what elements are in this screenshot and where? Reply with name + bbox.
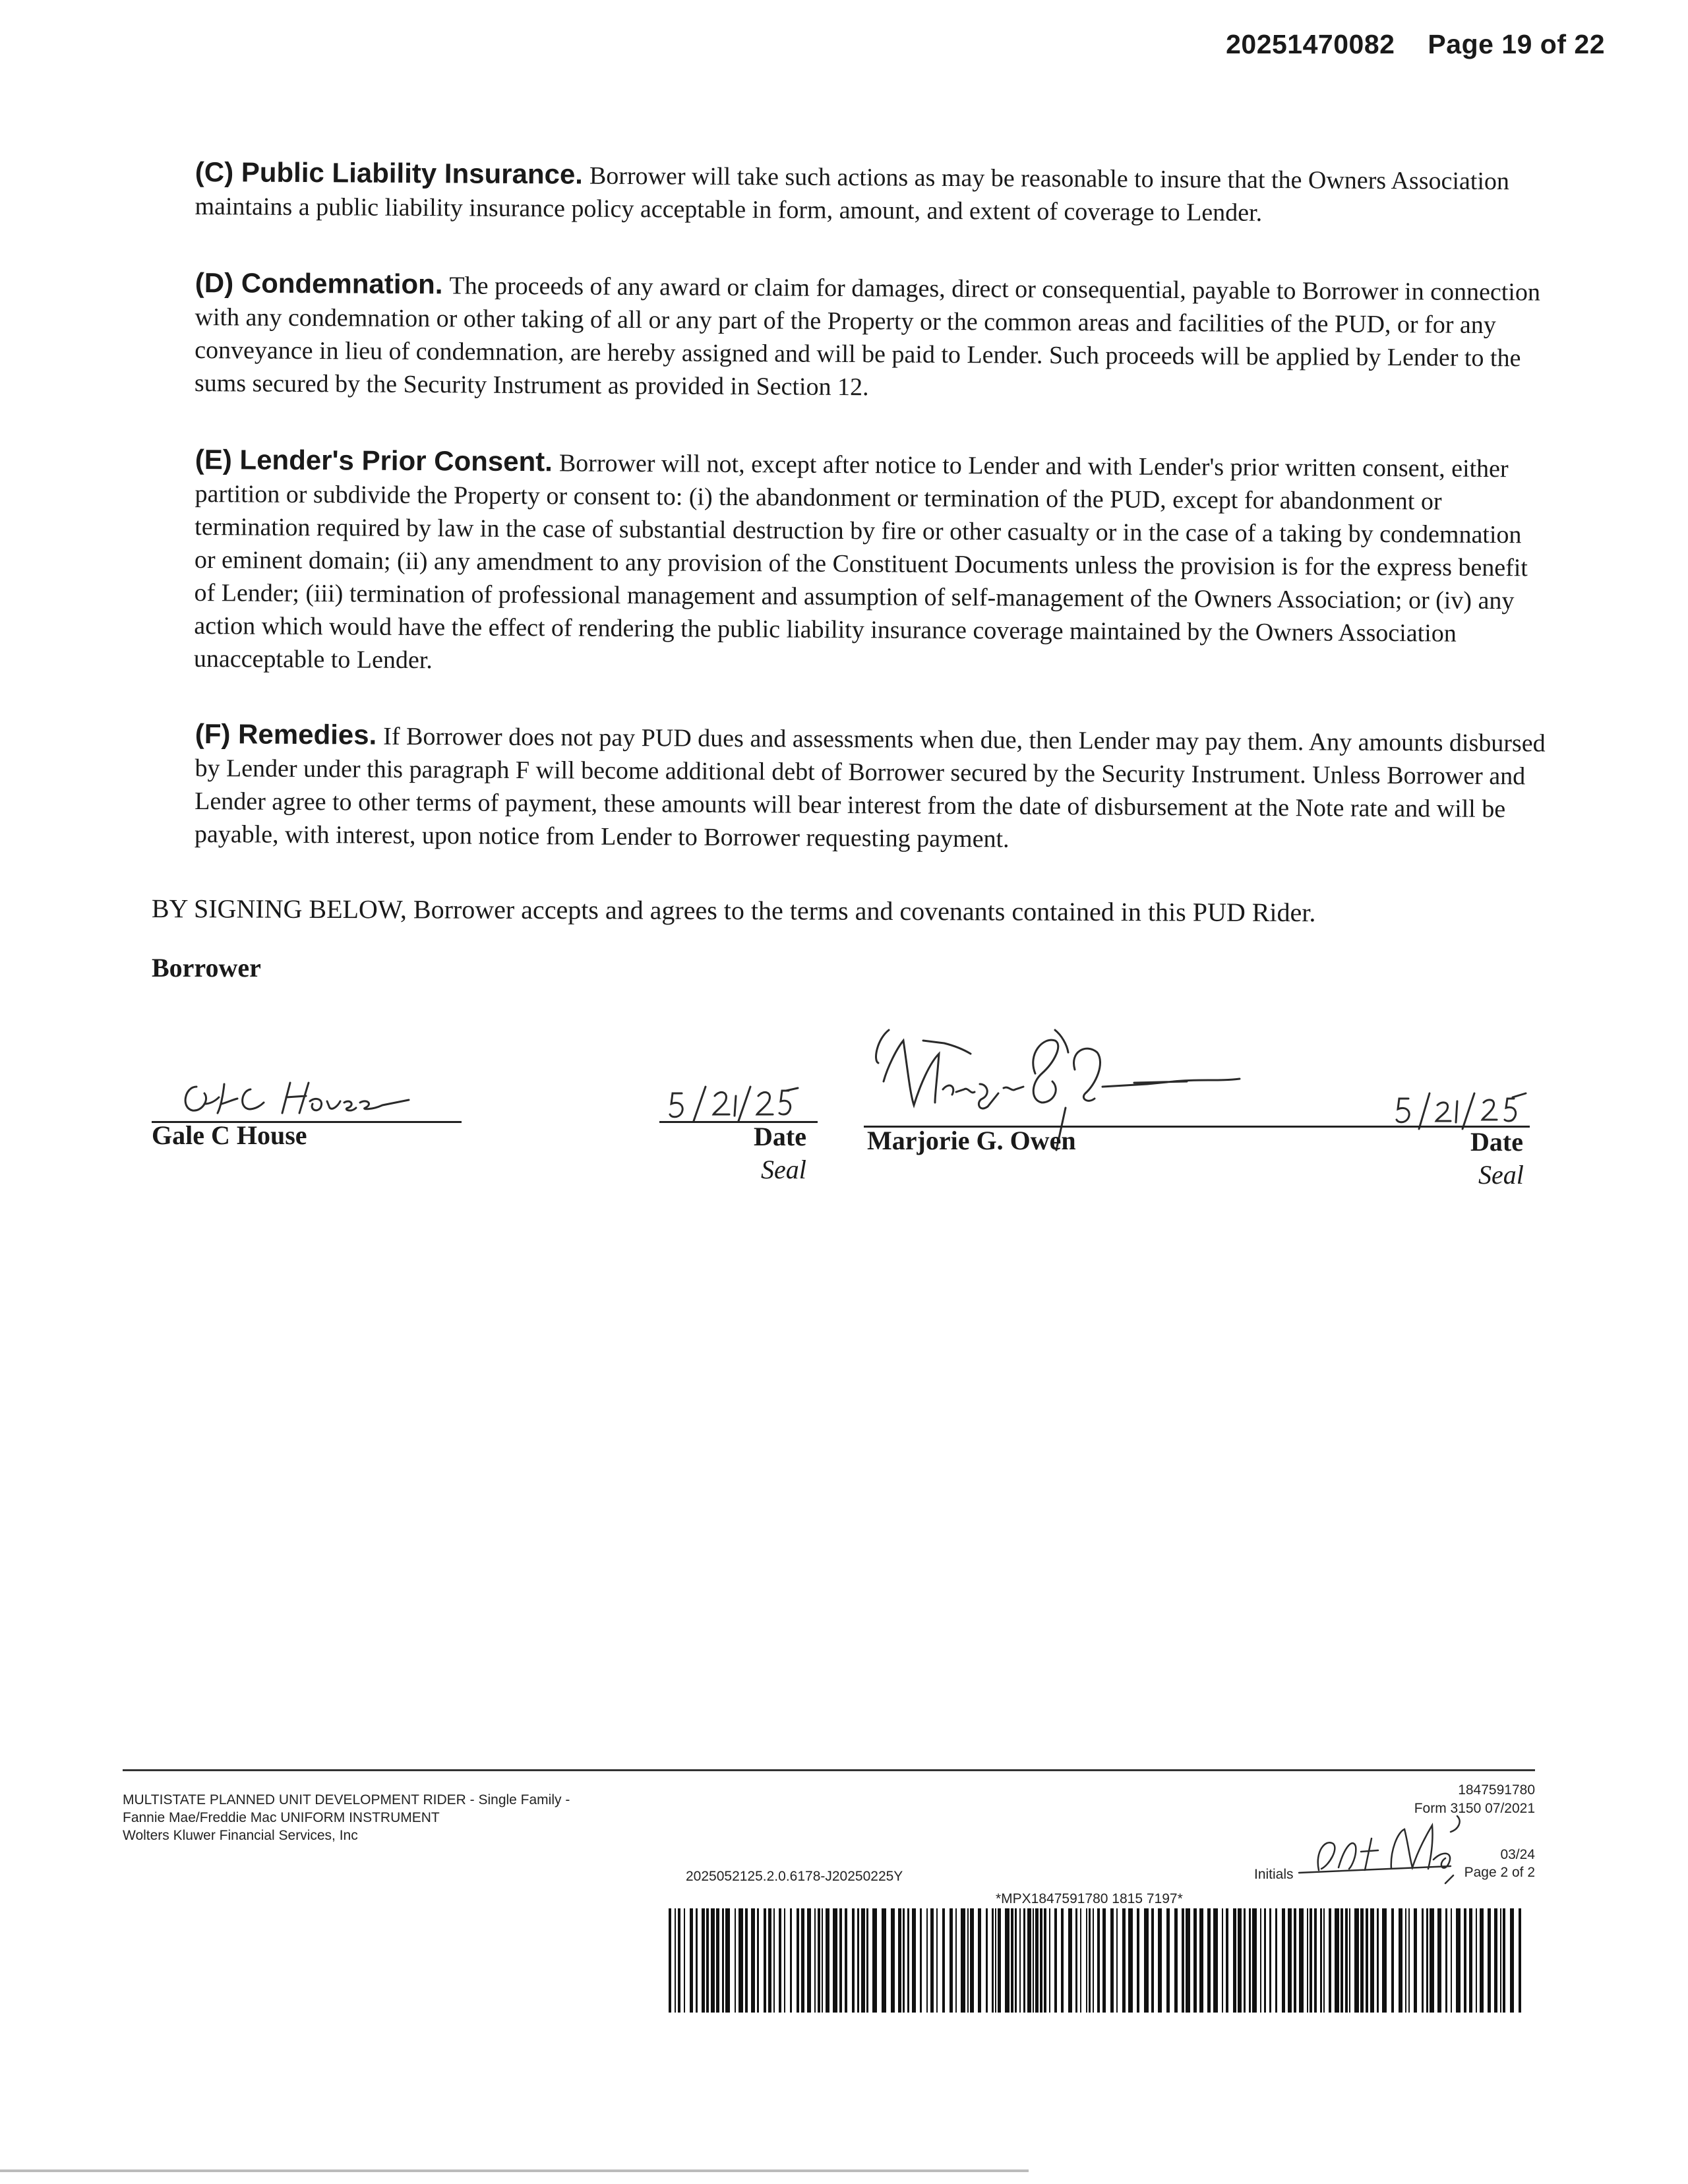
barcode-bar: [1341, 1908, 1343, 2013]
barcode-bar: [822, 1908, 823, 2013]
barcode-bar: [872, 1908, 877, 2013]
barcode-bar: [768, 1908, 771, 2013]
barcode-bar: [1299, 1908, 1304, 2013]
barcode-bar: [1260, 1908, 1261, 2013]
page-header: [1226, 29, 1605, 60]
barcode-bar: [1116, 1908, 1118, 2013]
barcode-bar: [1049, 1908, 1050, 2013]
section-text: Borrower will take such actions as may be reasonable to insure that the Owners Association maintains a public liability insurance policy acceptable in form, amount, and extent of coverage to Lender.: [195, 162, 1510, 227]
barcode-bar: [1370, 1908, 1374, 2013]
section-text: If Borrower does not pay PUD dues and assessments when due, then Lender may pay them. Any amounts disbursed by Lender under this paragraph F will become additional debt of Borrower secured by the Security Instrument. Unless Borrower and Lender agree to other terms of payment, these amounts will bear interest from the date of disbursement at the Note rate and will be payable, with interest, upon notice from Lender to Borrower requesting payment.: [194, 722, 1546, 853]
barcode-bar: [903, 1908, 905, 2013]
signature-marjorie-g-owen: [857, 1021, 1292, 1205]
document-code: 2025052125.2.0.6178-J20250225Y: [686, 1869, 903, 1884]
barcode-bar: [1207, 1908, 1211, 2013]
barcode-bar: [1288, 1908, 1292, 2013]
barcode-bar: [1414, 1908, 1417, 2013]
barcode-bar: [1335, 1908, 1339, 2013]
footer-page: Page 2 of 2: [1464, 1865, 1535, 1880]
barcode-bar: [926, 1908, 928, 2013]
barcode-bar: [967, 1908, 969, 2013]
barcode-bar: [814, 1908, 816, 2013]
barcode-bar: [1282, 1908, 1285, 2013]
document-number: 20251470082: [1226, 29, 1395, 59]
barcode-bar: [1323, 1908, 1325, 2013]
barcode-bar: [1405, 1908, 1406, 2013]
barcode-bar: [1503, 1908, 1505, 2013]
barcode-bar: [690, 1908, 693, 2013]
barcode-bar: [1252, 1908, 1257, 2013]
barcode-bar: [1027, 1908, 1031, 2013]
barcode-bar: [1137, 1908, 1139, 2013]
barcode-bar: [1249, 1908, 1251, 2013]
page-number: Page 19 of 22: [1428, 29, 1605, 59]
signer-name: Gale C House: [152, 1120, 307, 1150]
barcode-bar: [757, 1908, 759, 2013]
section-text: The proceeds of any award or claim for damages, direct or consequential, payable to Borrower in connection with any condemnation or other taking of all or any part of the Property or the common areas and facilities of the PUD, or for any conveyance in lieu of condemnation, are hereby assigned and will be paid to Lender. Such proceeds will be applied by Lender to the sums secured by the Security Instrument as provided in Section 12.: [194, 272, 1541, 402]
barcode-bar: [1494, 1908, 1497, 2013]
barcode-bar: [1186, 1908, 1190, 2013]
barcode-bar: [1391, 1908, 1394, 2013]
barcode-bar: [882, 1908, 886, 2013]
barcode-bar: [1102, 1908, 1106, 2013]
barcode-bar: [1033, 1908, 1034, 2013]
barcode-bar: [1019, 1908, 1021, 2013]
barcode-bar: [930, 1908, 934, 2013]
barcode-bar: [1445, 1908, 1447, 2013]
barcode-bar: [725, 1908, 730, 2013]
barcode-bar: [722, 1908, 724, 2013]
barcode-bar: [1075, 1908, 1077, 2013]
section-condemnation: [195, 266, 1547, 408]
barcode-bar: [1464, 1908, 1466, 2013]
barcode-bar: [1476, 1908, 1477, 2013]
barcode-bar: [1320, 1908, 1322, 2013]
barcode-bar: [1068, 1908, 1072, 2013]
section-lenders-prior-consent: [194, 443, 1547, 684]
barcode-bar: [912, 1908, 916, 2013]
barcode-bar: [1128, 1908, 1133, 2013]
barcode-bar: [936, 1908, 938, 2013]
barcode-bar: [779, 1908, 781, 2013]
barcode-bar: [1399, 1908, 1402, 2013]
section-heading: (F) Remedies.: [195, 718, 377, 750]
barcode-bar: [1275, 1908, 1277, 2013]
barcode-bar: [1044, 1908, 1046, 2013]
barcode-bar: [1244, 1908, 1246, 2013]
barcode-bar: [950, 1908, 953, 2013]
form-title-line: Fannie Mae/Freddie Mac UNIFORM INSTRUMENT: [123, 1810, 440, 1825]
barcode-bar: [995, 1908, 996, 2013]
barcode-bar: [738, 1908, 743, 2013]
barcode-bar: [826, 1908, 829, 2013]
barcode-bar: [745, 1908, 748, 2013]
barcode-bar: [678, 1908, 680, 2013]
barcode-bar: [1054, 1908, 1057, 2013]
initials-handwritten: [1292, 1812, 1490, 1885]
barcode-bar: [1199, 1908, 1203, 2013]
barcode-bar: [675, 1908, 676, 2013]
barcode-bar: [1151, 1908, 1154, 2013]
barcode-bar: [716, 1908, 719, 2013]
barcode-bar: [1345, 1908, 1348, 2013]
barcode-bar: [866, 1908, 868, 2013]
barcode-bar: [1430, 1908, 1434, 2013]
barcode-bar: [784, 1908, 785, 2013]
barcode-bar: [735, 1908, 736, 2013]
barcode-bar: [1093, 1908, 1094, 2013]
barcode-bar: [978, 1908, 981, 2013]
form-revision: 03/24: [1500, 1847, 1535, 1862]
barcode-bar: [1213, 1908, 1218, 2013]
barcode-bar: [1269, 1908, 1271, 2013]
barcode-bar: [1307, 1908, 1308, 2013]
barcode-bar: [751, 1908, 755, 2013]
barcode-bar: [998, 1908, 1001, 2013]
seal-label: Seal: [761, 1155, 806, 1184]
section-heading: (D) Condemnation.: [195, 266, 443, 300]
barcode: [669, 1908, 1526, 2013]
section-heading: (C) Public Liability Insurance.: [195, 156, 584, 190]
barcode-bar: [1015, 1908, 1017, 2013]
section-remedies: [195, 717, 1547, 859]
borrower-label: Borrower: [152, 953, 261, 983]
barcode-bar: [818, 1908, 820, 2013]
barcode-bar: [1061, 1908, 1064, 2013]
barcode-bar: [1349, 1908, 1350, 2013]
barcode-bar: [790, 1908, 792, 2013]
form-title-line: Wolters Kluwer Financial Services, Inc: [123, 1828, 358, 1843]
barcode-bar: [1238, 1908, 1242, 2013]
barcode-bar: [706, 1908, 709, 2013]
initials-label: Initials: [1254, 1867, 1294, 1882]
barcode-bar: [1510, 1908, 1514, 2013]
barcode-bar: [1005, 1908, 1010, 2013]
barcode-bar: [1086, 1908, 1087, 2013]
barcode-bar: [857, 1908, 859, 2013]
barcode-bar: [845, 1908, 847, 2013]
barcode-bar: [684, 1908, 685, 2013]
barcode-bar: [1469, 1908, 1472, 2013]
barcode-bar: [711, 1908, 715, 2013]
barcode-bar: [1451, 1908, 1452, 2013]
barcode-bar: [696, 1908, 698, 2013]
footer-rule: [123, 1769, 1535, 1771]
section-public-liability-insurance: [195, 156, 1547, 231]
loan-number: 1847591780: [1458, 1782, 1535, 1798]
date-label: Date: [754, 1122, 806, 1151]
barcode-bar: [1158, 1908, 1162, 2013]
barcode-bar: [1097, 1908, 1100, 2013]
barcode-bar: [1226, 1908, 1228, 2013]
barcode-bar: [833, 1908, 837, 2013]
barcode-bar: [1480, 1908, 1484, 2013]
barcode-bar: [1264, 1908, 1266, 2013]
barcode-bar: [773, 1908, 775, 2013]
barcode-bar: [961, 1908, 965, 2013]
barcode-bar: [852, 1908, 855, 2013]
barcode-bar: [1360, 1908, 1364, 2013]
barcode-bar: [1193, 1908, 1197, 2013]
barcode-bar: [797, 1908, 799, 2013]
signer-name: Marjorie G. Owen: [867, 1126, 1076, 1155]
barcode-bar: [891, 1908, 895, 2013]
barcode-bar: [1437, 1908, 1441, 2013]
barcode-bar: [1488, 1908, 1491, 2013]
barcode-bar: [1144, 1908, 1149, 2013]
date-label: Date: [1470, 1127, 1523, 1157]
barcode-bar: [1110, 1908, 1114, 2013]
form-title-block: [123, 1791, 570, 1844]
form-title-line: MULTISTATE PLANNED UNIT DEVELOPMENT RIDER - Single Family -: [123, 1792, 570, 1807]
barcode-bar: [1174, 1908, 1178, 2013]
scan-edge-artifact: [0, 2169, 1029, 2172]
barcode-bar: [861, 1908, 865, 2013]
barcode-bar: [1011, 1908, 1013, 2013]
barcode-bar: [986, 1908, 988, 2013]
barcode-bar: [1182, 1908, 1184, 2013]
barcode-bar: [764, 1908, 766, 2013]
seal-label: Seal: [1478, 1160, 1524, 1190]
barcode-bar: [1500, 1908, 1501, 2013]
barcode-bar: [1426, 1908, 1428, 2013]
barcode-bar: [1035, 1908, 1039, 2013]
barcode-bar: [1408, 1908, 1410, 2013]
barcode-bar: [1040, 1908, 1042, 2013]
barcode-bar: [970, 1908, 974, 2013]
barcode-bar: [920, 1908, 922, 2013]
barcode-bar: [702, 1908, 705, 2013]
barcode-bar: [1023, 1908, 1025, 2013]
barcode-bar: [1382, 1908, 1387, 2013]
barcode-bar: [839, 1908, 842, 2013]
barcode-bar: [669, 1908, 671, 2013]
barcode-bar: [955, 1908, 957, 2013]
section-heading: (E) Lender's Prior Consent.: [195, 444, 553, 477]
barcode-bar: [942, 1908, 945, 2013]
barcode-bar: [1354, 1908, 1359, 2013]
form-number: Form 3150 07/2021: [1414, 1801, 1535, 1816]
barcode-bar: [1314, 1908, 1317, 2013]
barcode-bar: [1166, 1908, 1170, 2013]
barcode-bar: [907, 1908, 909, 2013]
barcode-bar: [1329, 1908, 1331, 2013]
barcode-bar: [1456, 1908, 1461, 2013]
barcode-bar: [992, 1908, 994, 2013]
signing-statement: BY SIGNING BELOW, Borrower accepts and agrees to the terms and covenants contained in this PUD Rider.: [151, 894, 1316, 928]
barcode-bar: [1294, 1908, 1296, 2013]
barcode-bar: [1233, 1908, 1236, 2013]
barcode-bar: [1080, 1908, 1081, 2013]
barcode-bar: [1377, 1908, 1379, 2013]
section-text: Borrower will not, except after notice to Lender and with Lender's prior written consent, either partition or subdivide the Property or consent to: (i) the abandonment or termination of the PUD, except for abandonment or termination required by law in the case of substantial destruction by fire or other casualty or in the case of a taking by condemnation or eminent domain; (ii) any amendment to any provision of the Constituent Documents unless the provision is for the express benefit of Lender; (iii) termination of professional management and assumption of self-management of the Owners Association; or (iv) any action which would have the effect of rendering the public liability insurance coverage maintained by the Owners Association unacceptable to Lender.: [193, 449, 1528, 675]
barcode-bar: [1366, 1908, 1368, 2013]
barcode-bar: [801, 1908, 804, 2013]
barcode-bar: [807, 1908, 811, 2013]
barcode-bar: [1422, 1908, 1424, 2013]
barcode-bar: [898, 1908, 901, 2013]
barcode-bar: [1519, 1908, 1521, 2013]
barcode-bar: [1122, 1908, 1126, 2013]
barcode-bar: [1310, 1908, 1312, 2013]
barcode-bar: [1089, 1908, 1091, 2013]
barcode-text: *MPX1847591780 1815 7197*: [996, 1891, 1183, 1906]
barcode-bar: [1222, 1908, 1223, 2013]
